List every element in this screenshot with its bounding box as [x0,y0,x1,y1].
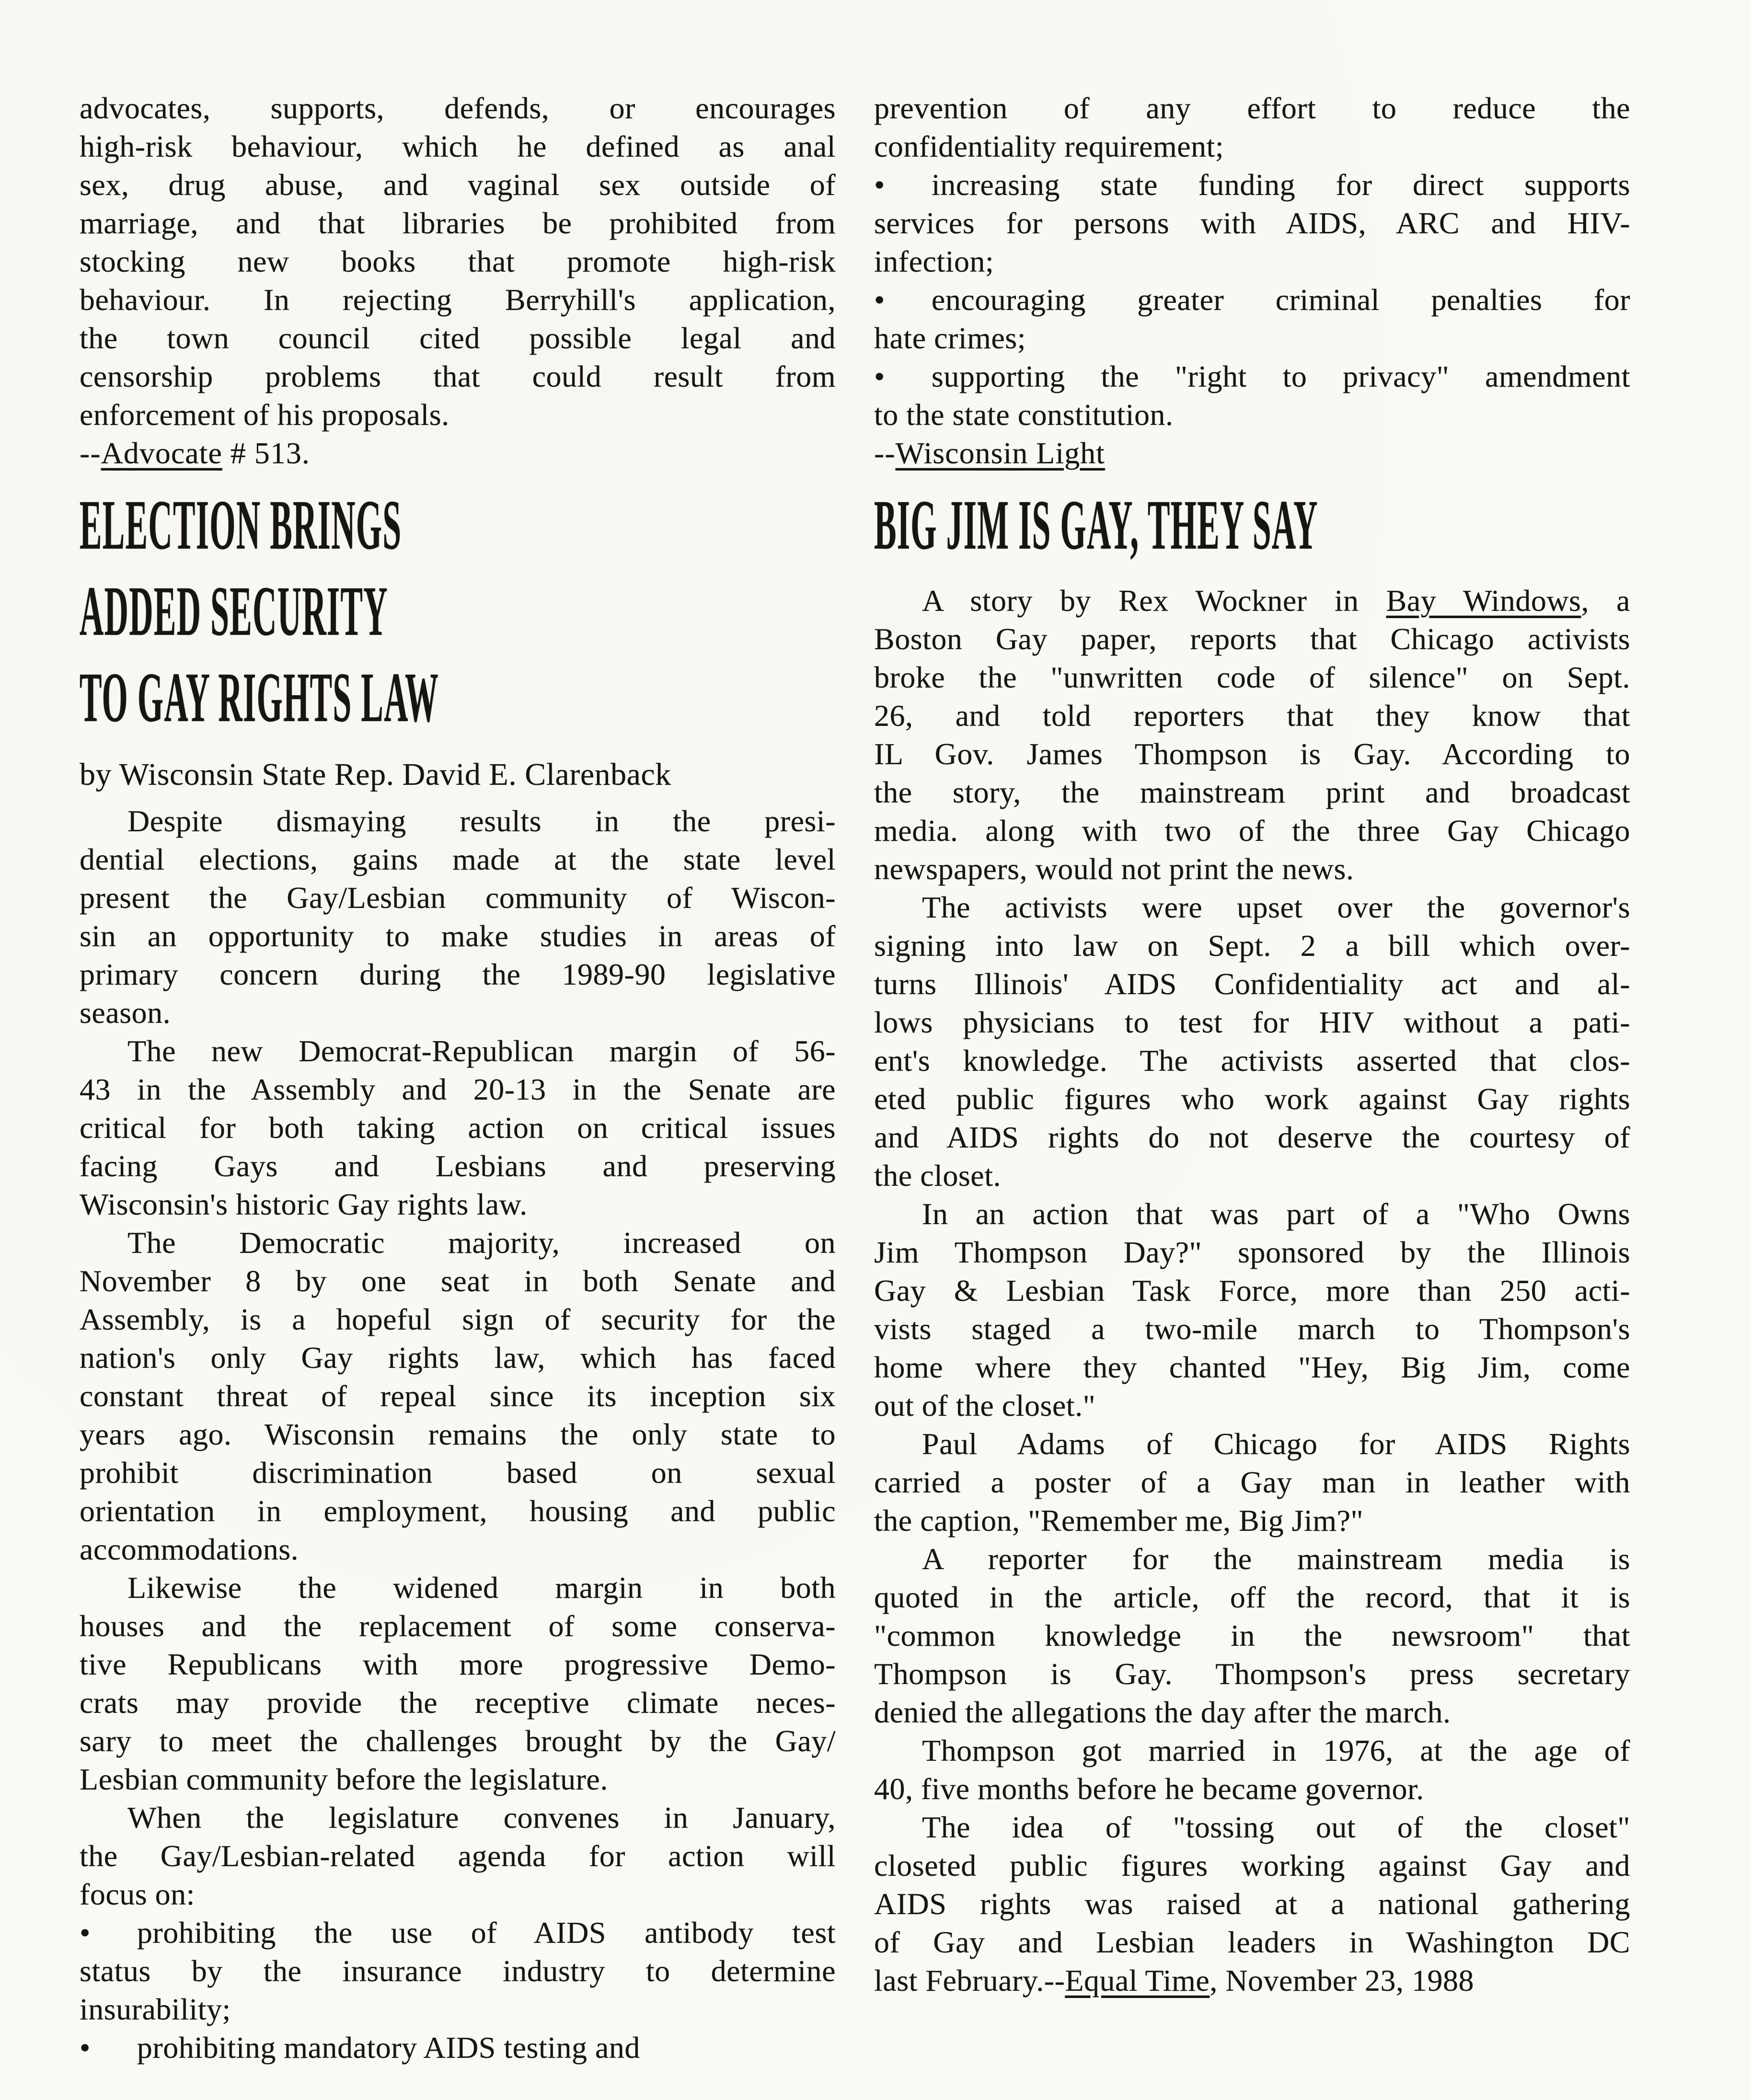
source-citation [80,434,836,472]
byline [80,754,836,795]
text-line: constant threat of repeal since its inception six [80,1379,836,1413]
text-line: AIDS rights was raised at a national gathering [874,1887,1630,1921]
underlined-publication-name: Bay Windows [1386,584,1581,618]
text-line: --Wisconsin Light [874,436,1105,470]
article-paragraph [874,1732,1630,1808]
text-line: by Wisconsin State Rep. David E. Clarenback [80,757,671,792]
text-line: The idea of "tossing out of the closet" [922,1810,1630,1844]
article-paragraph [874,1540,1630,1732]
text-line: November 8 by one seat in both Senate and [80,1264,836,1298]
article-paragraph [80,1032,836,1224]
text-line: sex, drug abuse, and vaginal sex outside of [80,168,836,202]
article-paragraph [80,1224,836,1569]
text-line: high-risk behaviour, which he defined as anal [80,129,836,163]
text-line: vists staged a two-mile march to Thompson's [874,1312,1630,1346]
right-column [874,89,1630,2000]
text-line: Gay & Lesbian Task Force, more than 250 acti- [874,1274,1630,1308]
text-line: • increasing state funding for direct supports [874,168,1630,202]
text-line: --Advocate # 513. [80,436,310,470]
text-line: prevention of any effort to reduce the [874,91,1630,125]
headline-text: TO GAY RIGHTS LAW [80,658,439,737]
text-line: houses and the replacement of some conserva- [80,1609,836,1643]
headline-text: BIG JIM IS GAY, THEY SAY [874,486,1318,564]
text-line: hate crimes; [874,321,1026,355]
text-line: accommodations. [80,1532,299,1566]
text-line: enforcement of his proposals. [80,398,449,432]
text-line: ent's knowledge. The activists asserted that clos- [874,1044,1630,1078]
text-line [874,486,1630,575]
text-line: crats may provide the receptive climate neces- [80,1686,836,1720]
text-line: season. [80,996,171,1030]
text-line: tive Republicans with more progressive Demo- [80,1647,836,1681]
text-line: dential elections, gains made at the state level [80,842,836,876]
text-line: Jim Thompson Day?" sponsored by the Illinois [874,1235,1630,1269]
text-line: critical for both taking action on critical issues [80,1111,836,1145]
text-line: Lesbian community before the legislature. [80,1762,608,1796]
text-line: the story, the mainstream print and broadcast [874,775,1630,809]
text-line: out of the closet." [874,1389,1096,1423]
article-paragraph [80,802,836,1032]
text-line: • supporting the "right to privacy" amendment [874,359,1630,393]
text-line: and AIDS rights do not deserve the courtesy of [874,1120,1630,1154]
text-line: infection; [874,244,994,278]
text-line: The activists were upset over the governor's [922,890,1630,924]
text-line: closeted public figures working against Gay and [874,1848,1630,1882]
article-paragraph [874,582,1630,888]
text-line: carried a poster of a Gay man in leather with [874,1465,1630,1499]
headline-text: ELECTION BRINGS [80,486,402,564]
text-line: newspapers, would not print the news. [874,852,1354,886]
article-paragraph [874,89,1630,166]
bullet-item [80,1914,836,2029]
text-line: broke the "unwritten code of silence" on Sept. [874,660,1630,694]
article-paragraph [874,1425,1630,1540]
text-line: confidentiality requirement; [874,129,1224,163]
text-line: stocking new books that promote high-risk [80,244,836,278]
text-line: denied the allegations the day after the march. [874,1695,1451,1729]
text-line: "common knowledge in the newsroom" that [874,1618,1630,1652]
article-paragraph [874,1808,1630,2000]
text-line: status by the insurance industry to determine [80,1954,836,1988]
text-line: IL Gov. James Thompson is Gay. According to [874,737,1630,771]
text-line: services for persons with AIDS, ARC and HIV- [874,206,1630,240]
bullet-item [874,281,1630,357]
text-line: the closet. [874,1159,1001,1193]
text-line: Assembly, is a hopeful sign of security for the [80,1302,836,1336]
text-line: When the legislature convenes in January, [127,1801,836,1835]
text-line: 40, five months before he became governor. [874,1772,1424,1806]
text-line: last February.--Equal Time, November 23, 1988 [874,1963,1474,1997]
text-line: In an action that was part of a "Who Owns [922,1197,1630,1231]
text-line: behaviour. In rejecting Berryhill's application, [80,283,836,317]
article-paragraph [80,1799,836,1914]
text-line: Despite dismaying results in the presi- [127,804,836,838]
text-line: sary to meet the challenges brought by the Gay/ [80,1724,836,1758]
text-line: sin an opportunity to make studies in areas of [80,919,836,953]
text-line: quoted in the article, off the record, that it is [874,1580,1630,1614]
text-line: signing into law on Sept. 2 a bill which over- [874,929,1630,963]
underlined-publication-name: Wisconsin Light [895,436,1105,470]
text-line: Likewise the widened margin in both [127,1571,836,1605]
article-headline [80,486,836,747]
article-headline [874,486,1630,575]
text-line: facing Gays and Lesbians and preserving [80,1149,836,1183]
text-line: advocates, supports, defends, or encourages [80,91,836,125]
text-line: of Gay and Lesbian leaders in Washington DC [874,1925,1630,1959]
text-line: eted public figures who work against Gay rights [874,1082,1630,1116]
article-paragraph [874,888,1630,1195]
text-line: A reporter for the mainstream media is [922,1542,1630,1576]
bullet-item [874,357,1630,434]
text-line: media. along with two of the three Gay Chicago [874,814,1630,848]
text-line [80,486,836,575]
article-paragraph [80,1569,836,1799]
text-line [80,572,836,661]
text-line: marriage, and that libraries be prohibited from [80,206,836,240]
text-line: Boston Gay paper, reports that Chicago activists [874,622,1630,656]
text-line: prohibit discrimination based on sexual [80,1456,836,1490]
text-line: lows physicians to test for HIV without a pati- [874,1005,1630,1039]
underlined-publication-name: Advocate [101,436,222,470]
underlined-publication-name: Equal Time [1065,1963,1210,1997]
text-line: the caption, "Remember me, Big Jim?" [874,1503,1364,1538]
text-line: present the Gay/Lesbian community of Wiscon- [80,881,836,915]
text-line: the Gay/Lesbian-related agenda for action will [80,1839,836,1873]
text-line: focus on: [80,1877,195,1911]
text-line: home where they chanted "Hey, Big Jim, come [874,1350,1630,1384]
text-line: Thompson is Gay. Thompson's press secretary [874,1657,1630,1691]
text-line: primary concern during the 1989-90 legislative [80,957,836,991]
text-line: to the state constitution. [874,398,1174,432]
text-line: turns Illinois' AIDS Confidentiality act and al- [874,967,1630,1001]
text-line: nation's only Gay rights law, which has faced [80,1341,836,1375]
bullet-item [874,166,1630,281]
text-line: orientation in employment, housing and public [80,1494,836,1528]
text-line: insurability; [80,1992,231,2026]
left-column [80,89,836,2067]
article-paragraph [874,1195,1630,1425]
text-line: the town council cited possible legal and [80,321,836,355]
text-line: Paul Adams of Chicago for AIDS Rights [922,1427,1630,1461]
headline-text: ADDED SECURITY [80,572,388,651]
text-line: The Democratic majority, increased on [127,1226,836,1260]
text-line: • prohibiting the use of AIDS antibody test [80,1916,836,1950]
text-line: A story by Rex Wockner in Bay Windows, a [922,584,1631,618]
text-line: censorship problems that could result from [80,359,836,393]
article-paragraph [80,89,836,434]
text-line: The new Democrat-Republican margin of 56- [127,1034,836,1068]
text-line: years ago. Wisconsin remains the only state to [80,1417,836,1451]
text-line [80,658,836,747]
text-line: • encouraging greater criminal penalties for [874,283,1630,317]
text-line: 26, and told reporters that they know that [874,699,1630,733]
bullet-item [80,2029,836,2067]
text-line: 43 in the Assembly and 20-13 in the Senate are [80,1072,836,1106]
text-line: Wisconsin's historic Gay rights law. [80,1187,528,1221]
text-line: • prohibiting mandatory AIDS testing and [80,2031,640,2065]
source-citation [874,434,1630,472]
text-line: Thompson got married in 1976, at the age of [922,1733,1630,1767]
